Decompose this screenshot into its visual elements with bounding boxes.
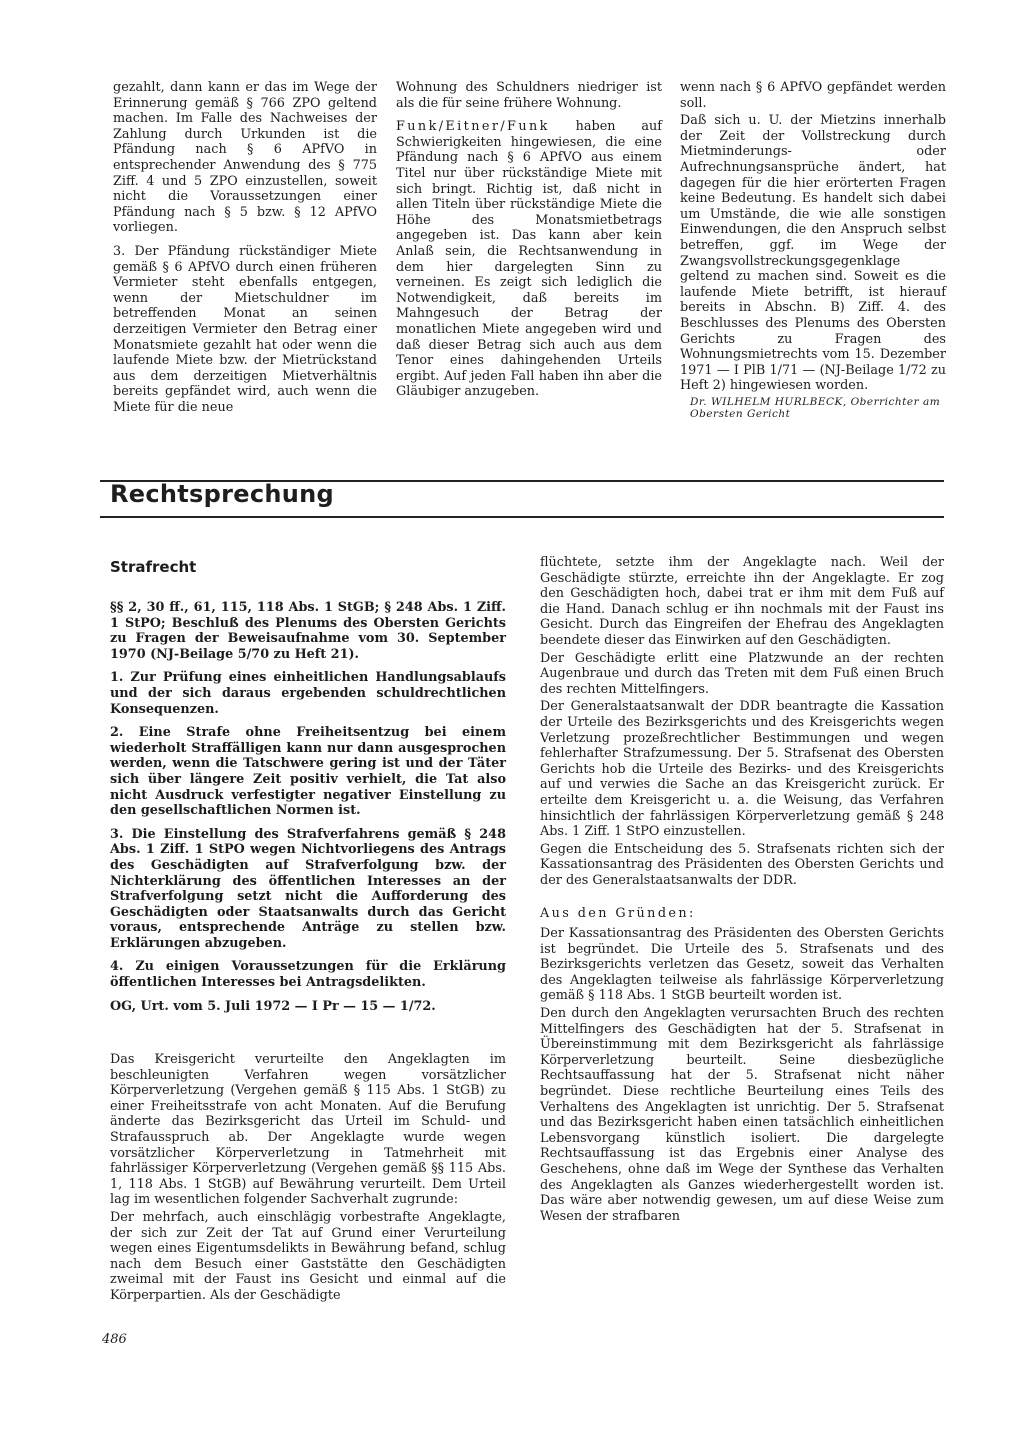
- paragraph: 3. Der Pfändung rückständiger Miete gemäß § 6 APfVO durch einen früheren Vermieter steht ebenfalls entgegen, wenn der Mietschuldner im betreffenden Monat an seinen derzeitigen Vermieter den Betrag einer Monatsmiete gezahlt hat oder wenn die laufende Miete bzw. der Mietrückstand aus dem derzeitigen Mietverhältnis bereits gepfändet wird, auch wenn die Miete für die neue: [113, 243, 377, 415]
- headnote: 4. Zu einigen Voraussetzungen für die Erklärung öffentlichen Interesses bei Antragsdelikten.: [110, 959, 506, 991]
- paragraph: wenn nach § 6 APfVO gepfändet werden soll.: [680, 80, 946, 111]
- paragraph: Wohnung des Schuldners niedriger ist als die für seine frühere Wohnung.: [396, 80, 662, 111]
- paragraph: Den durch den Angeklagten verursachten Bruch des rechten Mittelfingers des Geschädigten hat der 5. Strafsenat in Übereinstimmung mit dem Bezirksgericht als fahrlässige Körperverletzung beurteilt. Seine diesbezügliche Rechtsauffassung hat der 5. Strafsenat nicht näher begründet. Diese rechtliche Beurteilung eines Teils des Verhaltens des Angeklagten ist unrichtig. Der 5. Strafsenat und das Bezirksgericht haben einen tatsächlich einheitlichen Lebensvorgang künstlich isoliert. Die dargelegte Rechtsauffassung ist das Ergebnis einer Analyse des Geschehens, ohne daß im Wege der Synthese das Verhalten des Angeklagten als Ganzes wiederhergestellt worden ist. Das wäre aber notwendig gewesen, um auf diese Weise zum Wesen der strafbaren: [540, 1006, 944, 1224]
- paragraph: Der Kassationsantrag des Präsidenten des Obersten Gerichts ist begründet. Die Urteile des 5. Strafsenats und des Bezirksgerichts verletzen das Gesetz, soweit das Verhalten des Angeklagten teilweise als fahrlässige Körperverletzung gemäß § 118 Abs. 1 StGB beurteilt worden ist.: [540, 926, 944, 1004]
- author-names: Funk/Eitner/Funk: [396, 119, 550, 135]
- subsection-title: Strafrecht: [110, 558, 197, 576]
- paragraph: Das Kreisgericht verurteilte den Angeklagten im beschleunigten Verfahren wegen vorsätzlicher Körperverletzung (Vergehen gemäß § 115 Abs. 1 StGB) zu einer Freiheitsstrafe von acht Monaten. Auf die Berufung änderte das Bezirksgericht das Urteil im Schuld- und Strafausspruch ab. Der Angeklagte wurde wegen vorsätzlicher Körperverletzung in Tatmehrheit mit fahrlässiger Körperverletzung (Vergehen gemäß §§ 115 Abs. 1, 118 Abs. 1 StGB) auf Bewährung verurteilt. Dem Urteil lag im wesentlichen folgender Sachverhalt zugrunde:: [110, 1052, 506, 1208]
- paragraph: Der Generalstaatsanwalt der DDR beantragte die Kassation der Urteile des Bezirksgerichts und des Kreisgerichts wegen Verletzung prozeßrechtlicher Bestimmungen und wegen fehlerhafter Strafzumessung. Der 5. Strafsenat des Obersten Gerichts hob die Urteile des Bezirks- und des Kreisgerichts auf und verwies die Sache an das Kreisgericht zurück. Er erteilte dem Kreisgericht u. a. die Weisung, das Verfahren hinsichtlich der fahrlässigen Körperverletzung gemäß § 248 Abs. 1 Ziff. 1 StPO einzustellen.: [540, 699, 944, 840]
- decision-reference: OG, Urt. vom 5. Juli 1972 — I Pr — 15 — 1/72.: [110, 998, 436, 1014]
- section-rule-bottom: [100, 516, 944, 518]
- page-number: 486: [102, 1332, 127, 1347]
- column-top-middle: [396, 80, 662, 408]
- paragraph: flüchtete, setzte ihm der Angeklagte nach. Weil der Geschädigte stürzte, erreichte ihn der Angeklagte. Er zog den Geschädigten hoch, dabei trat er ihm mit dem Fuß auf die Hand. Danach schlug er ihn nochmals mit der Faust ins Gesicht. Durch das Eingreifen der Ehefrau des Angeklagten beendete dieser das Einwirken auf den Geschädigten.: [540, 555, 944, 648]
- paragraph: Funk/Eitner/Funk haben auf Schwierigkeiten hingewiesen, die eine Pfändung nach § 6 APfVO aus einem Titel nur über rückständige Miete mit sich bringt. Richtig ist, daß nicht in allen Titeln über rückständige Miete die Höhe des Monatsmietbetrags angegeben ist. Das kann aber kein Anlaß sein, die Rechtsanwendung in dem hier dargelegten Sinn zu verneinen. Es zeigt sich lediglich die Notwendigkeit, daß bereits im Mahngesuch der Betrag der monatlichen Miete angegeben wird und daß dieser Betrag sich auch aus dem Tenor eines dahingehenden Urteils ergibt. Auf jeden Fall haben ihn aber die Gläubiger anzugeben.: [396, 119, 662, 400]
- headnotes: [110, 600, 506, 1022]
- section-title: Rechtsprechung: [110, 480, 334, 508]
- headnote: 3. Die Einstellung des Strafverfahrens gemäß § 248 Abs. 1 Ziff. 1 StPO wegen Nichtvorliegens des Antrags des Geschädigten auf Strafverfolgung bzw. der Nichterklärung des öffentlichen Interesses an der Strafverfolgung setzt nicht die Aufforderung des Geschädigten oder Staatsanwalts durch das Gericht voraus, entsprechende Anträge zu stellen bzw. Erklärungen abzugeben.: [110, 826, 506, 951]
- paragraph: Daß sich u. U. der Mietzins innerhalb der Zeit der Vollstreckung durch Mietminderungs- oder Aufrechnungsansprüche ändert, hat dagegen für die hier erörterten Fragen keine Bedeutung. Es handelt sich dabei um Umstände, die wie alle sonstigen Einwendungen, die den Anspruch selbst betreffen, ggf. im Wege der Zwangsvollstreckungsgegenklage geltend zu machen sind. Soweit es die laufende Miete betrifft, ist hierauf bereits in Abschn. B) Ziff. 4. des Beschlusses des Plenums des Obersten Gerichts zu Fragen des Wohnungsmietrechts vom 15. Dezember 1971 — I PlB 1/71 — (NJ-Beilage 1/72 zu Heft 2) hingewiesen worden.: [680, 113, 946, 394]
- column-body-right: [540, 555, 944, 1226]
- headnote: 2. Eine Strafe ohne Freiheitsentzug bei einem wiederholt Straffälligen kann nur dann ausgesprochen werden, wenn die Tatschwere gering ist und der Täter sich über längere Zeit positiv verhielt, die Tat also nicht Ausdruck verfestigter negativer Einstellung zu den gesellschaftlichen Normen ist.: [110, 725, 506, 819]
- paragraph: Gegen die Entscheidung des 5. Strafsenats richten sich der Kassationsantrag des Präsidenten des Obersten Gerichts und der des Generalstaatsanwalts der DDR.: [540, 841, 944, 888]
- author-signature: Dr. WILHELM HURLBECK, Oberrichter am Obersten Gericht: [690, 395, 941, 420]
- reasons-heading: Aus den Gründen:: [540, 906, 696, 922]
- paragraph: gezahlt, dann kann er das im Wege der Erinnerung gemäß § 766 ZPO geltend machen. Im Falle des Nachweises der Zahlung durch Urkunden ist die Pfändung nach § 6 APfVO in entsprechender Anwendung des § 775 Ziff. 4 und 5 ZPO einzustellen, soweit nicht die Voraussetzungen einer Pfändung nach § 5 bzw. § 12 APfVO vorliegen.: [113, 80, 377, 236]
- paragraph: Der mehrfach, auch einschlägig vorbestrafte Angeklagte, der sich zur Zeit der Tat auf Grund einer Verurteilung wegen eines Eigentumsdelikts in Bewährung befand, schlug nach dem Besuch einer Gaststätte den Geschädigten zweimal mit der Faust ins Gesicht und einmal auf die Körperpartien. Als der Geschädigte: [110, 1209, 506, 1303]
- column-body-left: [110, 1052, 506, 1306]
- column-top-left: [113, 80, 377, 423]
- column-top-right: [680, 80, 946, 420]
- headnote: 1. Zur Prüfung eines einheitlichen Handlungsablaufs und der sich daraus ergebenden schuldrechtlichen Konsequenzen.: [110, 670, 506, 717]
- headnote-citation: §§ 2, 30 ff., 61, 115, 118 Abs. 1 StGB; § 248 Abs. 1 Ziff. 1 StPO; Beschluß des Plenums des Obersten Gerichts zu Fragen der Beweisaufnahme vom 30. September 1970 (NJ-Beilage 5/70 zu Heft 21).: [110, 600, 506, 662]
- paragraph: Der Geschädigte erlitt eine Platzwunde an der rechten Augenbraue und durch das Treten mit dem Fuß einen Bruch des rechten Mittelfingers.: [540, 650, 944, 697]
